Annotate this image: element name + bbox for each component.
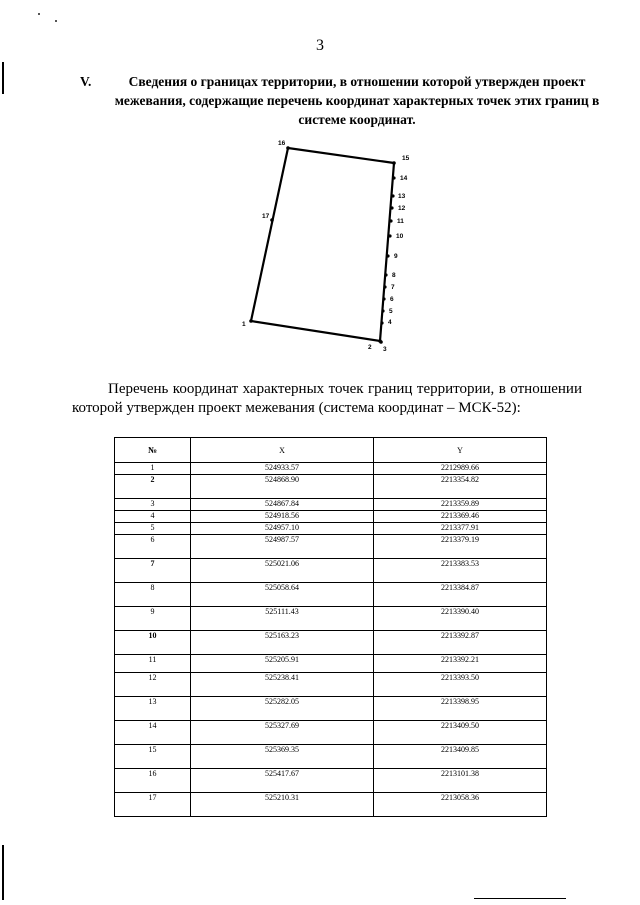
- column-header-x: X: [191, 438, 374, 463]
- point-label: 15: [402, 155, 410, 162]
- cell-x: 524867.84: [191, 499, 374, 511]
- cell-number: 13: [115, 697, 191, 721]
- cell-x: 525238.41: [191, 673, 374, 697]
- column-header-number: №: [115, 438, 191, 463]
- cell-y: 2213377.91: [374, 523, 547, 535]
- point-label: 6: [390, 296, 394, 303]
- cell-x: 524957.10: [191, 523, 374, 535]
- cell-number: 15: [115, 745, 191, 769]
- cell-number: 7: [115, 559, 191, 583]
- cell-x: 524987.57: [191, 535, 374, 559]
- table-row: [115, 745, 547, 769]
- table-row: [115, 655, 547, 673]
- cell-y: 2213058.36: [374, 793, 547, 817]
- cell-number: 2: [115, 475, 191, 499]
- cell-y: 2213390.40: [374, 607, 547, 631]
- table-row: [115, 463, 547, 475]
- table-row: [115, 559, 547, 583]
- cell-y: 2213383.53: [374, 559, 547, 583]
- cell-number: 11: [115, 655, 191, 673]
- table-row: [115, 475, 547, 499]
- point-label: 8: [392, 272, 396, 279]
- section-title: Сведения о границах территории, в отношении которой утвержден проект межевания, содержащие перечень координат характерных точек этих границ в системе координат.: [114, 74, 600, 127]
- cell-number: 4: [115, 511, 191, 523]
- cell-number: 3: [115, 499, 191, 511]
- cell-y: 2213393.50: [374, 673, 547, 697]
- cell-x: 525210.31: [191, 793, 374, 817]
- cell-number: 14: [115, 721, 191, 745]
- table-row: [115, 583, 547, 607]
- cell-number: 16: [115, 769, 191, 793]
- table-row: [115, 769, 547, 793]
- table-row: [115, 607, 547, 631]
- cell-y: 2213354.82: [374, 475, 547, 499]
- cell-y: 2213409.50: [374, 721, 547, 745]
- cell-y: 2213398.95: [374, 697, 547, 721]
- cell-y: 2213359.89: [374, 499, 547, 511]
- table-row: [115, 697, 547, 721]
- point-label: 2: [368, 344, 372, 351]
- cell-y: 2213369.46: [374, 511, 547, 523]
- table-row: [115, 631, 547, 655]
- cell-x: 525058.64: [191, 583, 374, 607]
- coordinates-table: [114, 437, 547, 817]
- cell-number: 12: [115, 673, 191, 697]
- table-row: [115, 721, 547, 745]
- footer-rule: [474, 898, 566, 899]
- table-row: [115, 793, 547, 817]
- table-header-row: [115, 438, 547, 463]
- table-row: [115, 535, 547, 559]
- cell-y: 2213379.19: [374, 535, 547, 559]
- cell-y: 2213384.87: [374, 583, 547, 607]
- cell-y: 2213392.87: [374, 631, 547, 655]
- table-row: [115, 523, 547, 535]
- point-label: 1: [242, 321, 246, 328]
- table-row: [115, 511, 547, 523]
- scan-speck: [55, 20, 57, 22]
- cell-x: 525327.69: [191, 721, 374, 745]
- cell-x: 524918.56: [191, 511, 374, 523]
- table-row: [115, 673, 547, 697]
- cell-x: 524868.90: [191, 475, 374, 499]
- point-label: 14: [400, 175, 408, 182]
- cell-y: 2213392.21: [374, 655, 547, 673]
- point-label: 13: [398, 193, 406, 200]
- point-label: 17: [262, 213, 270, 220]
- scan-edge-mark: [2, 845, 4, 900]
- page-number: 3: [316, 37, 324, 54]
- point-label: 4: [388, 319, 392, 326]
- cell-x: 525417.67: [191, 769, 374, 793]
- scan-edge-mark: [2, 62, 4, 94]
- point-label: 10: [396, 233, 404, 240]
- point-label: 5: [389, 308, 393, 315]
- boundary-scheme: [225, 135, 425, 360]
- cell-x: 525369.35: [191, 745, 374, 769]
- point-label: 11: [397, 218, 404, 225]
- point-label: 3: [383, 346, 387, 353]
- point-label: 7: [391, 284, 395, 291]
- scan-speck: [38, 13, 40, 15]
- column-header-y: Y: [374, 438, 547, 463]
- cell-number: 10: [115, 631, 191, 655]
- cell-y: 2213101.38: [374, 769, 547, 793]
- cell-number: 5: [115, 523, 191, 535]
- section-number: V.: [80, 74, 92, 89]
- cell-x: 525021.06: [191, 559, 374, 583]
- point-label: 16: [278, 140, 286, 147]
- point-label: 12: [398, 205, 406, 212]
- cell-number: 9: [115, 607, 191, 631]
- cell-y: 2212989.66: [374, 463, 547, 475]
- boundary-outline: [251, 148, 394, 341]
- cell-x: 525163.23: [191, 631, 374, 655]
- intro-paragraph: Перечень координат характерных точек границ территории, в отношении которой утвержден проект межевания (система координат – МСК-52):: [72, 381, 582, 416]
- cell-number: 17: [115, 793, 191, 817]
- section-heading: [80, 72, 600, 129]
- cell-number: 8: [115, 583, 191, 607]
- cell-number: 6: [115, 535, 191, 559]
- cell-x: 524933.57: [191, 463, 374, 475]
- table-row: [115, 499, 547, 511]
- cell-x: 525111.43: [191, 607, 374, 631]
- cell-y: 2213409.85: [374, 745, 547, 769]
- cell-x: 525205.91: [191, 655, 374, 673]
- cell-x: 525282.05: [191, 697, 374, 721]
- point-label: 9: [394, 253, 398, 260]
- cell-number: 1: [115, 463, 191, 475]
